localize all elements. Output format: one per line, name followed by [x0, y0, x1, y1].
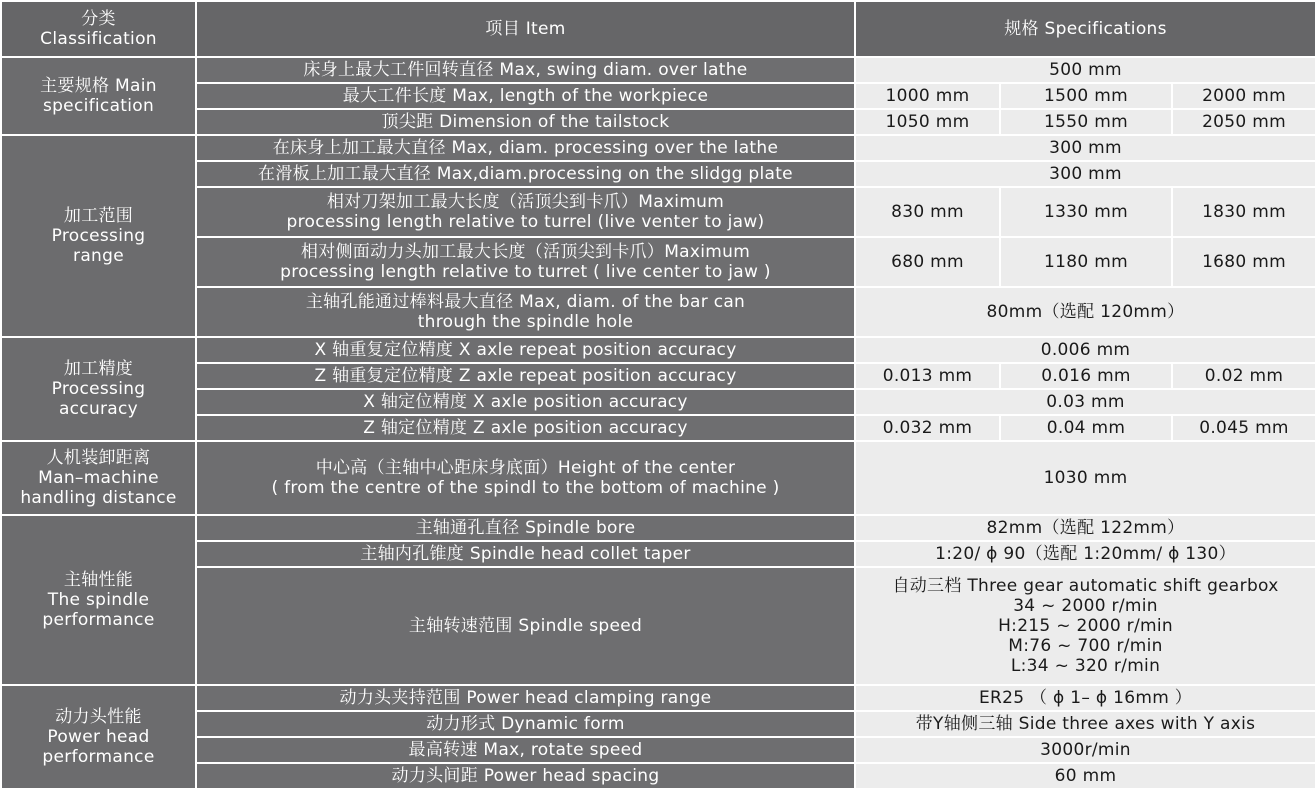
- item-cell: X 轴定位精度 X axle position accuracy: [196, 389, 855, 415]
- item-cell: Z 轴定位精度 Z axle position accuracy: [196, 415, 855, 441]
- value-cell: 1000 mm: [855, 83, 1000, 109]
- item-cell: 相对侧面动力头加工最大长度（活顶尖到卡爪）Maximum processing length relative to turret ( live center to jaw ): [196, 237, 855, 287]
- table-row: [1, 57, 1315, 83]
- table-row: [1, 337, 1315, 363]
- table-row: [1, 567, 1315, 685]
- value-cell: 60 mm: [855, 763, 1315, 789]
- item-cell: 在床身上加工最大直径 Max, diam. processing over the lathe: [196, 135, 855, 161]
- value-cell: 830 mm: [855, 187, 1000, 237]
- value-cell: 自动三档 Three gear automatic shift gearbox 34 ~ 2000 r/min H:215 ~ 2000 r/min M:76 ~ 700 r/min L:34 ~ 320 r/min: [855, 567, 1315, 685]
- item-cell: 动力头夹持范围 Power head clamping range: [196, 685, 855, 711]
- value-cell: 2000 mm: [1172, 83, 1315, 109]
- value-cell: 0.006 mm: [855, 337, 1315, 363]
- header-row: [1, 1, 1315, 57]
- item-cell: 主轴孔能通过棒料最大直径 Max, diam. of the bar can through the spindle hole: [196, 287, 855, 337]
- value-cell: 0.016 mm: [1000, 363, 1172, 389]
- item-cell: 床身上最大工件回转直径 Max, swing diam. over lathe: [196, 57, 855, 83]
- table-row: [1, 763, 1315, 789]
- value-cell: 500 mm: [855, 57, 1315, 83]
- table-row: [1, 415, 1315, 441]
- item-cell: 主轴通孔直径 Spindle bore: [196, 515, 855, 541]
- classification-cell: 动力头性能 Power head performance: [1, 685, 196, 789]
- classification-cell: 主要规格 Main specification: [1, 57, 196, 135]
- value-cell: 1330 mm: [1000, 187, 1172, 237]
- item-cell: 中心高（主轴中心距床身底面）Height of the center ( from the centre of the spindl to the bottom of machine ): [196, 441, 855, 515]
- classification-cell: 主轴性能 The spindle performance: [1, 515, 196, 685]
- value-cell: 1830 mm: [1172, 187, 1315, 237]
- table-row: [1, 187, 1315, 237]
- table-row: [1, 737, 1315, 763]
- value-cell: 680 mm: [855, 237, 1000, 287]
- item-cell: 动力头间距 Power head spacing: [196, 763, 855, 789]
- item-cell: Z 轴重复定位精度 Z axle repeat position accuracy: [196, 363, 855, 389]
- value-cell: 2050 mm: [1172, 109, 1315, 135]
- table-row: [1, 685, 1315, 711]
- value-cell: 带Y轴侧三轴 Side three axes with Y axis: [855, 711, 1315, 737]
- specifications-header: 规格 Specifications: [855, 1, 1315, 57]
- spec-table-body: [1, 1, 1315, 789]
- value-cell: 80mm（选配 120mm）: [855, 287, 1315, 337]
- value-cell: 1550 mm: [1000, 109, 1172, 135]
- classification-cell: 人机装卸距离 Man–machine handling distance: [1, 441, 196, 515]
- value-cell: 0.013 mm: [855, 363, 1000, 389]
- value-cell: 0.045 mm: [1172, 415, 1315, 441]
- table-row: [1, 363, 1315, 389]
- item-cell: 主轴转速范围 Spindle speed: [196, 567, 855, 685]
- item-cell: 主轴内孔锥度 Spindle head collet taper: [196, 541, 855, 567]
- item-cell: X 轴重复定位精度 X axle repeat position accuracy: [196, 337, 855, 363]
- table-row: [1, 389, 1315, 415]
- table-row: [1, 135, 1315, 161]
- value-cell: 0.032 mm: [855, 415, 1000, 441]
- item-header: 项目 Item: [196, 1, 855, 57]
- value-cell: 0.04 mm: [1000, 415, 1172, 441]
- table-row: [1, 287, 1315, 337]
- value-cell: 300 mm: [855, 161, 1315, 187]
- item-cell: 相对刀架加工最大长度（活顶尖到卡爪）Maximum processing length relative to turrel (live venter to jaw): [196, 187, 855, 237]
- value-cell: 0.02 mm: [1172, 363, 1315, 389]
- table-row: [1, 161, 1315, 187]
- item-cell: 最大工件长度 Max, length of the workpiece: [196, 83, 855, 109]
- value-cell: 3000r/min: [855, 737, 1315, 763]
- item-cell: 动力形式 Dynamic form: [196, 711, 855, 737]
- value-cell: 300 mm: [855, 135, 1315, 161]
- table-row: [1, 441, 1315, 515]
- table-row: [1, 83, 1315, 109]
- table-row: [1, 515, 1315, 541]
- table-row: [1, 237, 1315, 287]
- classification-cell: 加工范围 Processing range: [1, 135, 196, 337]
- item-cell: 在滑板上加工最大直径 Max,diam.processing on the slidgg plate: [196, 161, 855, 187]
- classification-header: 分类 Classification: [1, 1, 196, 57]
- value-cell: 1050 mm: [855, 109, 1000, 135]
- classification-cell: 加工精度 Processing accuracy: [1, 337, 196, 441]
- table-row: [1, 109, 1315, 135]
- table-row: [1, 711, 1315, 737]
- value-cell: 1:20/ ϕ 90（选配 1:20mm/ ϕ 130）: [855, 541, 1315, 567]
- value-cell: 0.03 mm: [855, 389, 1315, 415]
- value-cell: ER25 （ ϕ 1– ϕ 16mm ）: [855, 685, 1315, 711]
- item-cell: 顶尖距 Dimension of the tailstock: [196, 109, 855, 135]
- value-cell: 82mm（选配 122mm）: [855, 515, 1315, 541]
- value-cell: 1500 mm: [1000, 83, 1172, 109]
- item-cell: 最高转速 Max, rotate speed: [196, 737, 855, 763]
- value-cell: 1680 mm: [1172, 237, 1315, 287]
- value-cell: 1180 mm: [1000, 237, 1172, 287]
- table-row: [1, 541, 1315, 567]
- value-cell: 1030 mm: [855, 441, 1315, 515]
